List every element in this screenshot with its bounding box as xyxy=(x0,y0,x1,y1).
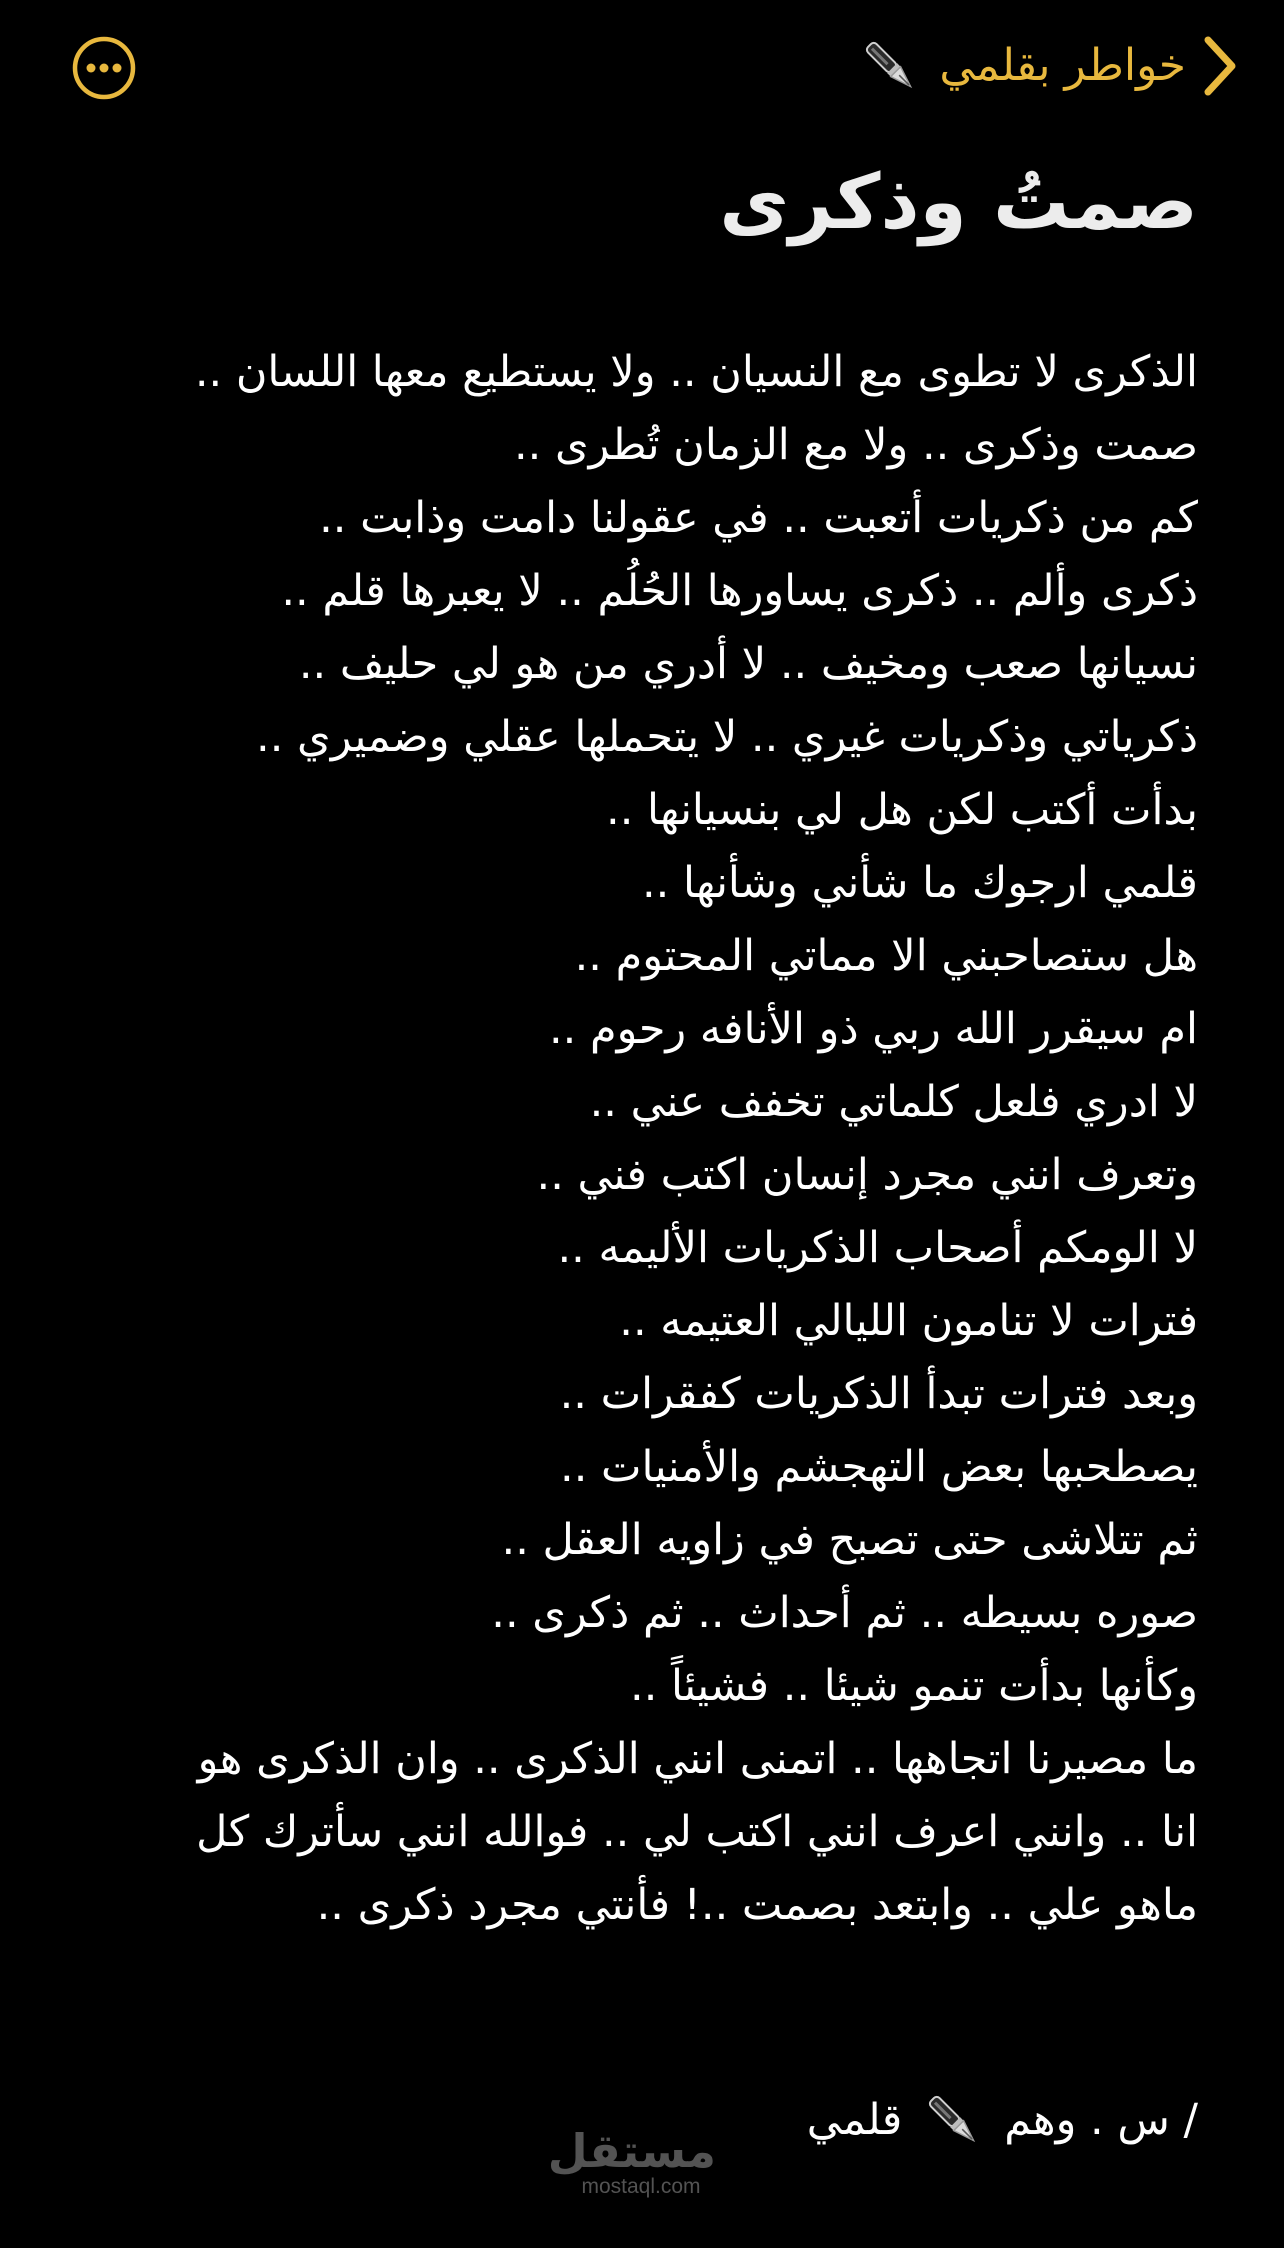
note-line: فترات لا تنامون الليالي العتيمه .. xyxy=(619,1296,1198,1346)
note-line: كم من ذكريات أتعبت .. في عقولنا دامت وذابت .. xyxy=(319,493,1198,543)
note-line: ذكرى وألم .. ذكرى يساورها الحُلُم .. لا يعبرها قلم .. xyxy=(281,566,1198,616)
note-line: الذكرى لا تطوى مع النسيان .. ولا يستطيع معها اللسان .. xyxy=(194,347,1198,397)
chevron-right-icon xyxy=(1200,34,1240,98)
note-line: انا .. وانني اعرف انني اكتب لي .. فوالله انني سأترك كل xyxy=(196,1807,1198,1857)
back-label: خواطر بقلمي xyxy=(939,40,1186,91)
note-line: صوره بسيطه .. ثم أحداث .. ثم ذكرى .. xyxy=(491,1588,1198,1638)
note-line: بدأت أكتب لكن هل لي بنسيانها .. xyxy=(606,785,1198,835)
note-line: وكأنها بدأت تنمو شيئا .. فشيئاً .. xyxy=(630,1661,1198,1711)
note-line: نسيانها صعب ومخيف .. لا أدري من هو لي حليف .. xyxy=(298,639,1198,689)
note-line: لا الومكم أصحاب الذكريات الأليمه .. xyxy=(557,1223,1198,1273)
note-line: ما مصيرنا اتجاهها .. اتمنى انني الذكرى .. وان الذكرى هو xyxy=(197,1734,1198,1784)
fountain-pen-icon xyxy=(918,2085,988,2155)
fountain-pen-icon xyxy=(855,31,925,101)
note-body[interactable] xyxy=(68,336,1198,1942)
signature-prefix: قلمي xyxy=(806,2095,903,2145)
note-line: صمت وذكرى .. ولا مع الزمان تُطرى .. xyxy=(513,420,1198,470)
note-line: ماهو علي .. وابتعد بصمت ..! فأنتي مجرد ذكرى .. xyxy=(316,1880,1198,1930)
navigation-bar xyxy=(0,0,1284,130)
back-button[interactable] xyxy=(855,26,1240,106)
note-line: ثم تتلاشى حتى تصبح في زاويه العقل .. xyxy=(501,1515,1198,1565)
signature-line[interactable] xyxy=(807,2082,1198,2158)
mostaql-watermark xyxy=(547,2124,716,2199)
note-line: ذكرياتي وذكريات غيري .. لا يتحملها عقلي وضميري .. xyxy=(256,712,1198,762)
note-title[interactable]: صمتُ وذكرى xyxy=(719,157,1198,246)
more-options-button[interactable] xyxy=(72,36,136,100)
note-line: هل ستصاحبني الا مماتي المحتوم .. xyxy=(574,931,1198,981)
note-line: لا ادري فلعل كلماتي تخفف عني .. xyxy=(589,1077,1198,1127)
signature-suffix: / س . وهم xyxy=(1004,2095,1198,2145)
note-line: وتعرف انني مجرد إنسان اكتب فني .. xyxy=(536,1150,1198,1200)
note-line: ام سيقرر الله ربي ذو الأنافه رحوم .. xyxy=(549,1004,1198,1054)
watermark-logo-text: مستقل xyxy=(547,2124,716,2178)
note-line: وبعد فترات تبدأ الذكريات كفقرات .. xyxy=(559,1369,1198,1419)
watermark-url: mostaql.com xyxy=(581,2175,701,2198)
note-line: يصطحبها بعض التهجشم والأمنيات .. xyxy=(560,1442,1198,1492)
note-line: قلمي ارجوك ما شأني وشأنها .. xyxy=(642,858,1198,908)
